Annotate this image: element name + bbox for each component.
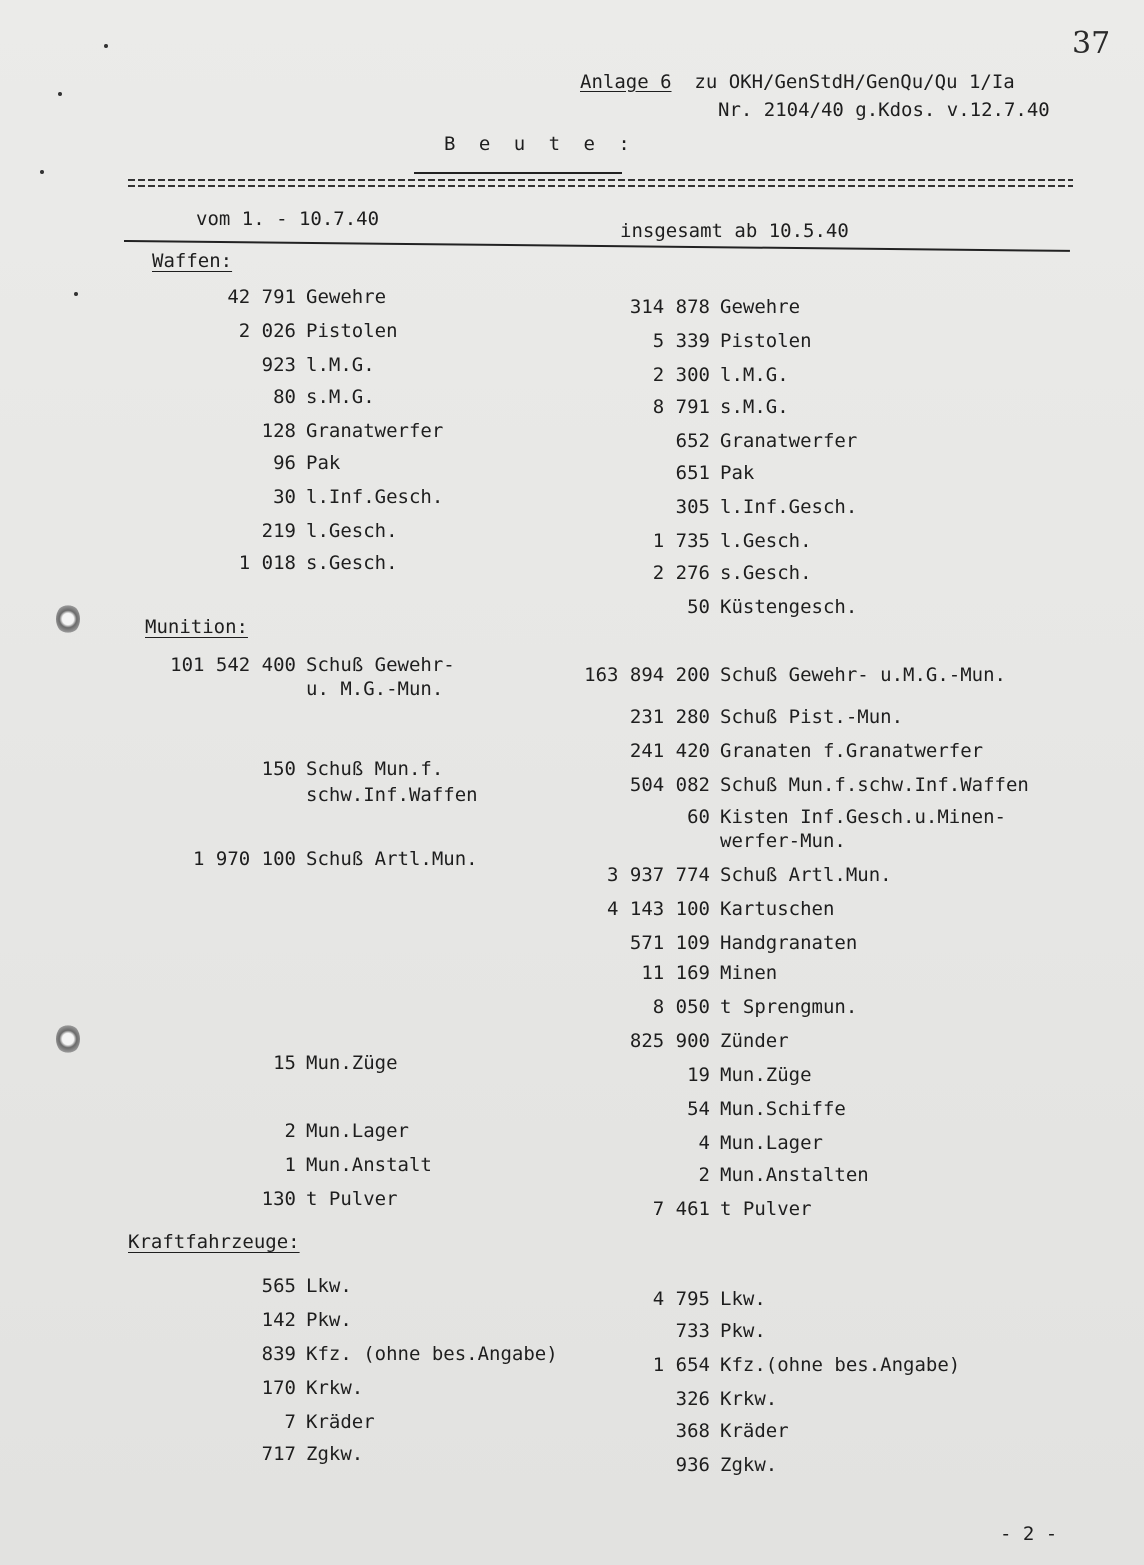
right-row-item-label: Krkw. xyxy=(720,1388,778,1410)
right-row-quantity: 5 339 xyxy=(652,330,710,352)
right-row-quantity: 163 894 200 xyxy=(584,664,710,686)
right-row-item-label: Mun.Lager xyxy=(720,1132,823,1154)
left-row-quantity: 30 xyxy=(273,486,296,508)
right-row-item-label: Kräder xyxy=(720,1420,789,1442)
left-row-quantity: 130 xyxy=(261,1188,296,1210)
right-row-item-label: t Sprengmun. xyxy=(720,996,858,1018)
left-row-item-label: l.Gesch. xyxy=(306,520,398,542)
header-line-1 xyxy=(580,70,1015,94)
left-row-quantity: 1 018 xyxy=(238,552,296,574)
right-row-quantity: 60 xyxy=(687,806,710,828)
page-footer: - 2 - xyxy=(1000,1523,1058,1545)
double-separator-line xyxy=(128,176,1073,192)
left-row-quantity: 565 xyxy=(261,1275,296,1297)
right-row-item-label: Pak xyxy=(720,462,755,484)
punch-hole-lower xyxy=(56,1024,80,1054)
right-row-item-label: l.Inf.Gesch. xyxy=(720,496,858,518)
right-row-item-label: Küstengesch. xyxy=(720,596,858,618)
speck xyxy=(58,92,62,96)
right-row-item-label: s.Gesch. xyxy=(720,562,812,584)
left-row-quantity: 7 xyxy=(284,1411,296,1433)
right-row-quantity: 54 xyxy=(687,1098,710,1120)
right-row-item-label: Pkw. xyxy=(720,1320,766,1342)
right-row-item-label: Schuß Artl.Mun. xyxy=(720,864,892,886)
right-row-item-label: Mun.Anstalten xyxy=(720,1164,869,1186)
right-row-quantity: 825 900 xyxy=(629,1030,710,1052)
left-row-item-label: Pkw. xyxy=(306,1309,352,1331)
right-row-quantity: 314 878 xyxy=(629,296,710,318)
left-row-item-label: Krkw. xyxy=(306,1377,364,1399)
right-row-item-label: Kfz.(ohne bes.Angabe) xyxy=(720,1354,961,1376)
left-row-item-label: Gewehre xyxy=(306,286,387,308)
right-row-quantity: 326 xyxy=(675,1388,710,1410)
header-anlage: Anlage 6 xyxy=(580,71,672,93)
right-row-item-label: Schuß Gewehr- u.M.G.-Mun. xyxy=(720,664,1006,686)
right-row-quantity: 4 143 100 xyxy=(607,898,710,920)
left-row-quantity: 96 xyxy=(273,452,296,474)
left-row-quantity: 1 xyxy=(284,1154,296,1176)
left-row-item-label: t Pulver xyxy=(306,1188,398,1210)
left-row-quantity: 839 xyxy=(261,1343,296,1365)
column-heading-right: insgesamt ab 10.5.40 xyxy=(620,220,849,242)
left-row-item-label: schw.Inf.Waffen xyxy=(306,784,478,806)
right-row-item-label: Minen xyxy=(720,962,778,984)
right-row-quantity: 652 xyxy=(675,430,710,452)
left-row-quantity: 150 xyxy=(261,758,296,780)
speck xyxy=(40,170,44,174)
left-row-item-label: Mun.Anstalt xyxy=(306,1154,432,1176)
left-row-quantity: 170 xyxy=(261,1377,296,1399)
header-line-2: Nr. 2104/40 g.Kdos. v.12.7.40 xyxy=(718,99,1050,121)
right-row-item-label: Kisten Inf.Gesch.u.Minen- xyxy=(720,806,1006,828)
right-row-quantity: 8 791 xyxy=(652,396,710,418)
left-row-item-label: Kräder xyxy=(306,1411,375,1433)
left-row-quantity: 15 xyxy=(273,1052,296,1074)
left-row-item-label: Schuß Artl.Mun. xyxy=(306,848,478,870)
right-row-quantity: 2 xyxy=(698,1164,710,1186)
left-row-item-label: l.M.G. xyxy=(306,354,375,376)
right-row-item-label: Mun.Züge xyxy=(720,1064,812,1086)
right-row-quantity: 2 300 xyxy=(652,364,710,386)
right-row-quantity: 11 169 xyxy=(641,962,710,984)
right-row-item-label: Kartuschen xyxy=(720,898,835,920)
right-row-quantity: 19 xyxy=(687,1064,710,1086)
left-row-quantity: 219 xyxy=(261,520,296,542)
left-row-quantity: 2 xyxy=(284,1120,296,1142)
left-row-quantity: 80 xyxy=(273,386,296,408)
right-row-item-label: werfer-Mun. xyxy=(720,830,846,852)
left-row-item-label: s.Gesch. xyxy=(306,552,398,574)
right-row-quantity: 50 xyxy=(687,596,710,618)
header-reference: zu OKH/GenStdH/GenQu/Qu 1/Ia xyxy=(694,71,1015,93)
right-row-quantity: 936 xyxy=(675,1454,710,1476)
left-row-quantity: 101 542 400 xyxy=(170,654,296,676)
right-row-item-label: t Pulver xyxy=(720,1198,812,1220)
right-row-item-label: Granaten f.Granatwerfer xyxy=(720,740,984,762)
right-row-quantity: 504 082 xyxy=(629,774,710,796)
right-row-quantity: 651 xyxy=(675,462,710,484)
right-row-item-label: l.Gesch. xyxy=(720,530,812,552)
section-waffen: Waffen: xyxy=(152,250,233,272)
left-row-quantity: 923 xyxy=(261,354,296,376)
right-row-quantity: 2 276 xyxy=(652,562,710,584)
right-row-item-label: s.M.G. xyxy=(720,396,789,418)
left-row-quantity: 717 xyxy=(261,1443,296,1465)
left-row-quantity: 142 xyxy=(261,1309,296,1331)
left-row-item-label: Pak xyxy=(306,452,341,474)
column-heading-left: vom 1. - 10.7.40 xyxy=(196,208,380,230)
right-row-quantity: 3 937 774 xyxy=(607,864,710,886)
document-title: B e u t e : xyxy=(444,133,636,155)
right-row-item-label: Mun.Schiffe xyxy=(720,1098,846,1120)
left-row-item-label: Granatwerfer xyxy=(306,420,444,442)
left-row-quantity: 1 970 100 xyxy=(193,848,296,870)
left-row-item-label: Schuß Gewehr- xyxy=(306,654,455,676)
page-number: 37 xyxy=(1072,26,1111,61)
section-munition: Munition: xyxy=(145,616,248,638)
left-row-item-label: Mun.Züge xyxy=(306,1052,398,1074)
right-row-quantity: 4 795 xyxy=(652,1288,710,1310)
right-row-quantity: 7 461 xyxy=(652,1198,710,1220)
right-row-item-label: Lkw. xyxy=(720,1288,766,1310)
left-row-item-label: Mun.Lager xyxy=(306,1120,409,1142)
left-row-item-label: Schuß Mun.f. xyxy=(306,758,444,780)
right-row-item-label: Zünder xyxy=(720,1030,789,1052)
right-row-quantity: 231 280 xyxy=(629,706,710,728)
right-row-quantity: 1 654 xyxy=(652,1354,710,1376)
section-kraftfahrzeuge: Kraftfahrzeuge: xyxy=(128,1231,300,1253)
right-row-item-label: Pistolen xyxy=(720,330,812,352)
right-row-quantity: 733 xyxy=(675,1320,710,1342)
speck xyxy=(104,44,108,48)
right-row-quantity: 8 050 xyxy=(652,996,710,1018)
title-underline xyxy=(414,172,622,174)
right-row-quantity: 1 735 xyxy=(652,530,710,552)
left-row-item-label: Kfz. (ohne bes.Angabe) xyxy=(306,1343,558,1365)
left-row-item-label: Zgkw. xyxy=(306,1443,364,1465)
left-row-quantity: 128 xyxy=(261,420,296,442)
punch-hole-upper xyxy=(56,604,80,634)
right-row-item-label: Granatwerfer xyxy=(720,430,858,452)
right-row-item-label: Handgranaten xyxy=(720,932,858,954)
right-row-item-label: Zgkw. xyxy=(720,1454,778,1476)
speck xyxy=(74,292,78,296)
left-row-item-label: Lkw. xyxy=(306,1275,352,1297)
left-row-item-label: l.Inf.Gesch. xyxy=(306,486,444,508)
right-row-quantity: 241 420 xyxy=(629,740,710,762)
heading-rule xyxy=(124,240,1070,252)
right-row-quantity: 4 xyxy=(698,1132,710,1154)
right-row-item-label: l.M.G. xyxy=(720,364,789,386)
left-row-item-label: Pistolen xyxy=(306,320,398,342)
right-row-quantity: 368 xyxy=(675,1420,710,1442)
left-row-item-label: u. M.G.-Mun. xyxy=(306,678,444,700)
left-row-quantity: 42 791 xyxy=(227,286,296,308)
left-row-item-label: s.M.G. xyxy=(306,386,375,408)
right-row-item-label: Gewehre xyxy=(720,296,801,318)
right-row-quantity: 571 109 xyxy=(629,932,710,954)
left-row-quantity: 2 026 xyxy=(238,320,296,342)
right-row-quantity: 305 xyxy=(675,496,710,518)
right-row-item-label: Schuß Mun.f.schw.Inf.Waffen xyxy=(720,774,1029,796)
right-row-item-label: Schuß Pist.-Mun. xyxy=(720,706,904,728)
